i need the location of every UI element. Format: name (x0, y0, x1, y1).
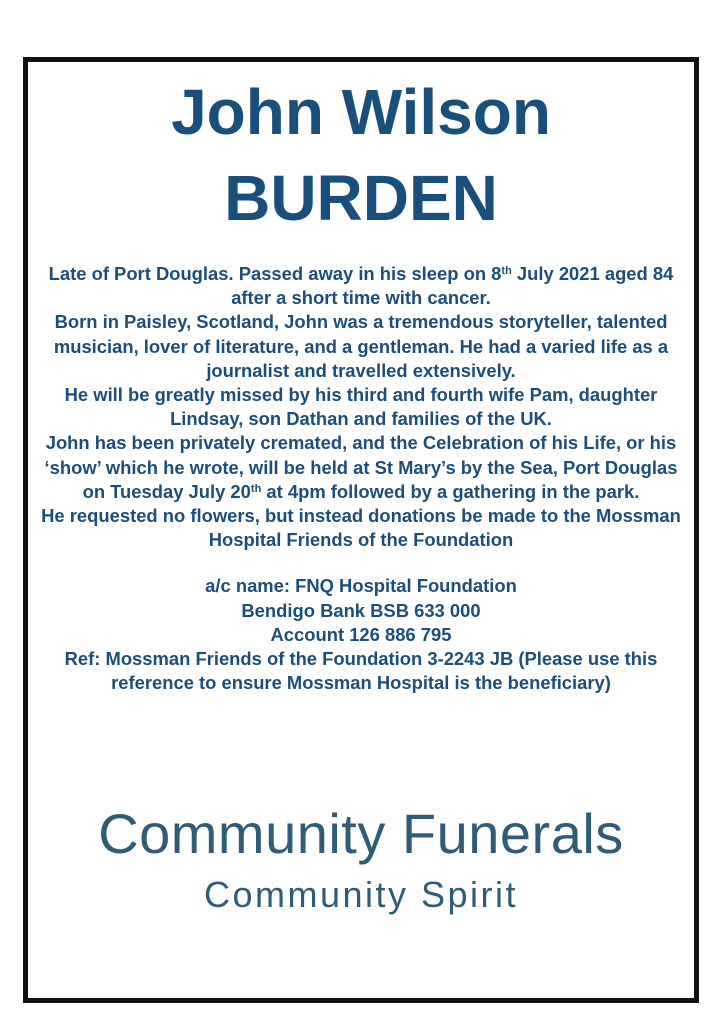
deceased-given-names: John Wilson (171, 76, 551, 148)
death-notice-text-a: Late of Port Douglas. Passed away in his sleep on 8 (48, 263, 502, 284)
service-text-b: at 4pm followed by a gathering in the park. (261, 480, 640, 502)
service-text-a: John has been privately cremated, and the Celebration of his Life, or his ‘show’ which he wrote, will be held at St Mary’s by the Sea, Port Douglas on Tuesday July 20 (44, 432, 678, 502)
service-paragraph (36, 431, 686, 504)
biography-paragraph: Born in Paisley, Scotland, John was a tremendous storyteller, talented musician, lover of literature, and a gentleman. He had a varied life as a journalist and travelled extensively. (53, 311, 669, 381)
family-paragraph: He will be greatly missed by his third and fourth wife Pam, daughter Lindsay, son Dathan and families of the UK. (64, 384, 658, 430)
payment-reference: Ref: Mossman Friends of the Foundation 3-2243 JB (Please use this reference to ensure Mossman Hospital is the beneficiary) (64, 648, 658, 694)
account-name: a/c name: FNQ Hospital Foundation (205, 575, 517, 597)
death-notice-text-b: July 2021 aged 84 after a short time with cancer. (231, 263, 674, 309)
company-logo-tagline: Community Spirit (203, 874, 519, 915)
account-number: Account 126 886 795 (270, 623, 452, 645)
donations-paragraph: He requested no flowers, but instead donations be made to the Mossman Hospital Friends of the Foundation (41, 505, 681, 551)
bank-details (36, 574, 686, 695)
company-logo-title: Community Funerals (98, 802, 624, 865)
ordinal-suffix: th (501, 265, 512, 277)
deceased-surname: BURDEN (224, 162, 498, 234)
ordinal-suffix: th (250, 482, 262, 495)
death-notice-paragraph (36, 262, 686, 310)
notice-body (36, 262, 686, 695)
bank-bsb: Bendigo Bank BSB 633 000 (241, 599, 481, 621)
